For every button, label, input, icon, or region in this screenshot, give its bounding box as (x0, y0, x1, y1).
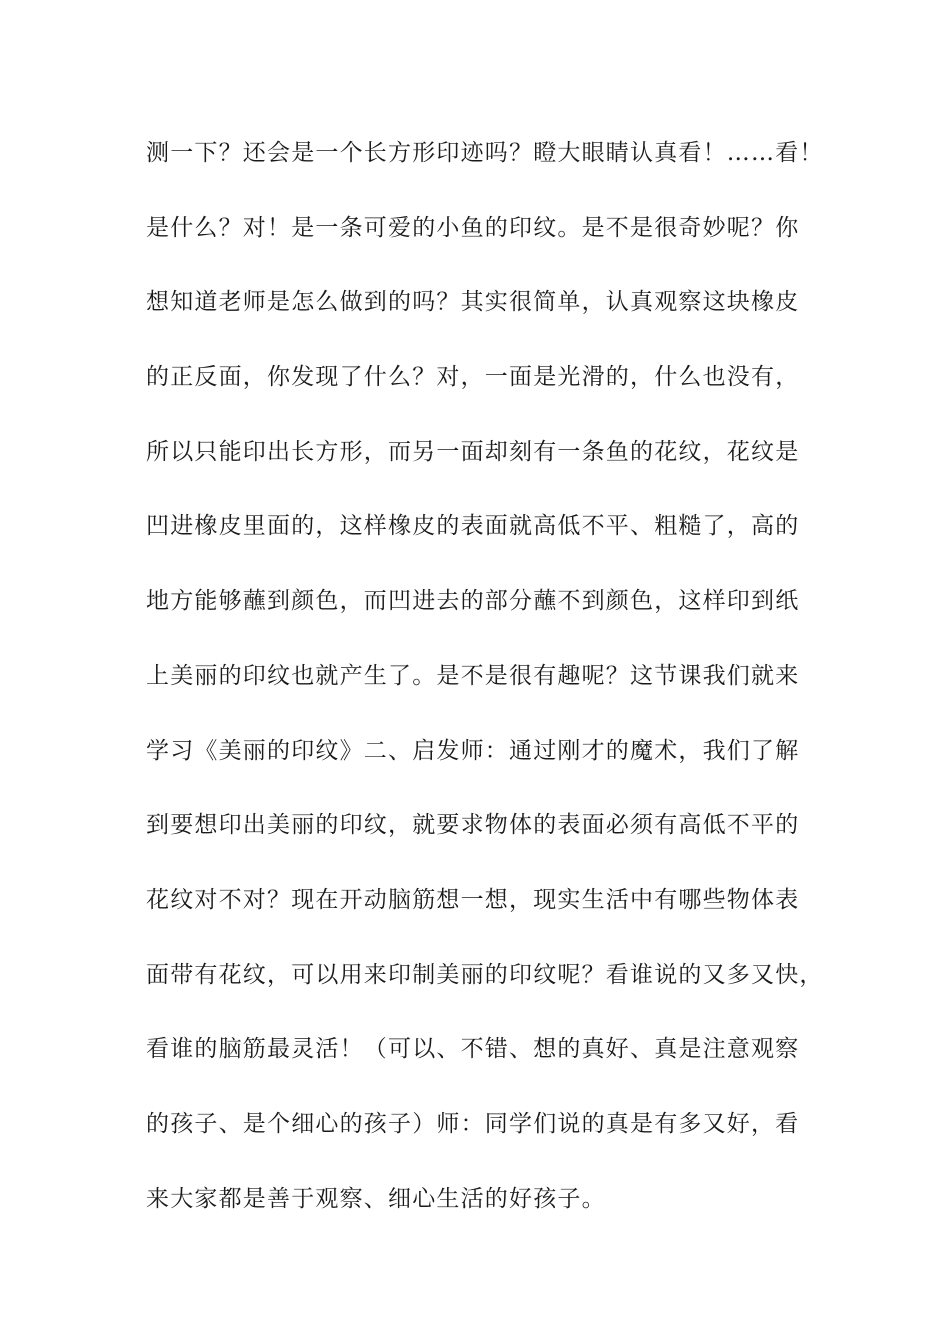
text-line-7: 地方能够蘸到颜色，而凹进去的部分蘸不到颜色，这样印到纸 (146, 588, 800, 615)
text-line-14: 的孩子、是个细心的孩子）师：同学们说的真是有多又好，看 (146, 1110, 800, 1137)
text-line-15: 来大家都是善于观察、细心生活的好孩子。 (146, 1185, 606, 1212)
text-line-2: 是什么？对！是一条可爱的小鱼的印纹。是不是很奇妙呢？你 (146, 214, 800, 241)
text-line-11: 花纹对不对？现在开动脑筋想一想，现实生活中有哪些物体表 (146, 886, 800, 913)
text-line-13: 看谁的脑筋最灵活！（可以、不错、想的真好、真是注意观察 (146, 1036, 800, 1063)
text-line-10: 到要想印出美丽的印纹，就要求物体的表面必须有高低不平的 (146, 812, 800, 839)
text-line-12: 面带有花纹，可以用来印制美丽的印纹呢？看谁说的又多又快， (146, 961, 824, 988)
text-line-5: 所以只能印出长方形，而另一面却刻有一条鱼的花纹，花纹是 (146, 438, 800, 465)
text-line-1: 测一下？还会是一个长方形印迹吗？瞪大眼睛认真看！……看！ (146, 140, 824, 166)
text-line-3: 想知道老师是怎么做到的吗？其实很简单，认真观察这块橡皮 (146, 289, 800, 316)
text-line-8: 上美丽的印纹也就产生了。是不是很有趣呢？这节课我们就来 (146, 662, 800, 689)
body-text (146, 131, 846, 1251)
text-line-9: 学习《美丽的印纹》二、启发师：通过刚才的魔术，我们了解 (146, 737, 800, 764)
text-line-4: 的正反面，你发现了什么？对，一面是光滑的，什么也没有， (146, 364, 800, 391)
text-line-6: 凹进橡皮里面的，这样橡皮的表面就高低不平、粗糙了，高的 (146, 513, 800, 540)
